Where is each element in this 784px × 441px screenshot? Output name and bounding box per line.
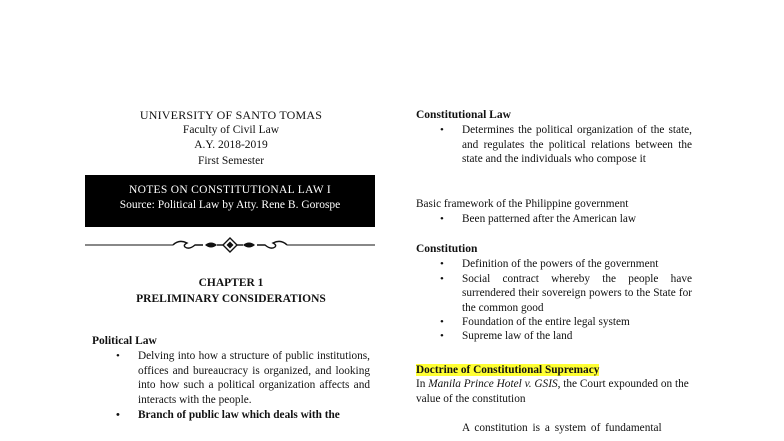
title-banner — [85, 175, 375, 227]
constitution-heading: Constitution — [416, 243, 478, 255]
document-header — [86, 108, 376, 169]
doctrine-quote: A constitution is a system of fundamental — [462, 422, 662, 435]
list-item: • Delving into how a structure of public institutions, offices and bureaucracy is organized, and looking into how such a political organization affects and interacts with the people. — [92, 349, 370, 407]
list-item: • Branch of public law which deals with the — [92, 408, 370, 422]
list-item: • Foundation of the entire legal system — [416, 315, 692, 329]
doctrine-heading: Doctrine of Constitutional Supremacy — [416, 364, 600, 376]
intro-suffix: , the Court expounded on the value of the constitution — [416, 378, 689, 405]
constitutional-law-heading: Constitutional Law — [416, 109, 511, 121]
doctrine-section — [416, 363, 692, 436]
academic-year: A.Y. 2018-2019 — [194, 139, 268, 152]
university-name: UNIVERSITY OF SANTO TOMAS — [139, 108, 323, 122]
list-item: • Definition of the powers of the government — [416, 257, 692, 271]
framework-heading: Basic framework of the Philippine government — [416, 198, 629, 210]
constitutional-law-section — [416, 108, 692, 167]
intro-prefix: In — [416, 378, 429, 391]
chapter-number: CHAPTER 1 — [198, 277, 264, 289]
case-name: Manila Prince Hotel v. GSIS — [428, 378, 558, 391]
framework-section — [416, 197, 692, 227]
semester: First Semester — [197, 154, 265, 167]
list-item: • Determines the political organization of the state, and regulates the political relations between the state and the individuals who compose it — [416, 123, 692, 166]
constitution-section — [416, 242, 692, 344]
political-law-section — [92, 334, 370, 422]
chapter-title: PRELIMINARY CONSIDERATIONS — [136, 292, 326, 305]
banner-source: Source: Political Law by Atty. Rene B. Gorospe — [119, 199, 341, 211]
faculty-name: Faculty of Civil Law — [182, 124, 280, 137]
list-item: • Social contract whereby the people have surrendered their sovereign powers to the State for the common good — [416, 272, 692, 315]
doctrine-intro — [416, 377, 692, 406]
list-item: • Supreme law of the land — [416, 329, 692, 343]
list-item: • Been patterned after the American law — [416, 212, 692, 226]
chapter-heading — [86, 276, 376, 307]
ornament-divider-icon — [85, 236, 375, 254]
political-law-heading: Political Law — [92, 335, 157, 347]
banner-title: NOTES ON CONSTITUTIONAL LAW I — [129, 184, 331, 196]
